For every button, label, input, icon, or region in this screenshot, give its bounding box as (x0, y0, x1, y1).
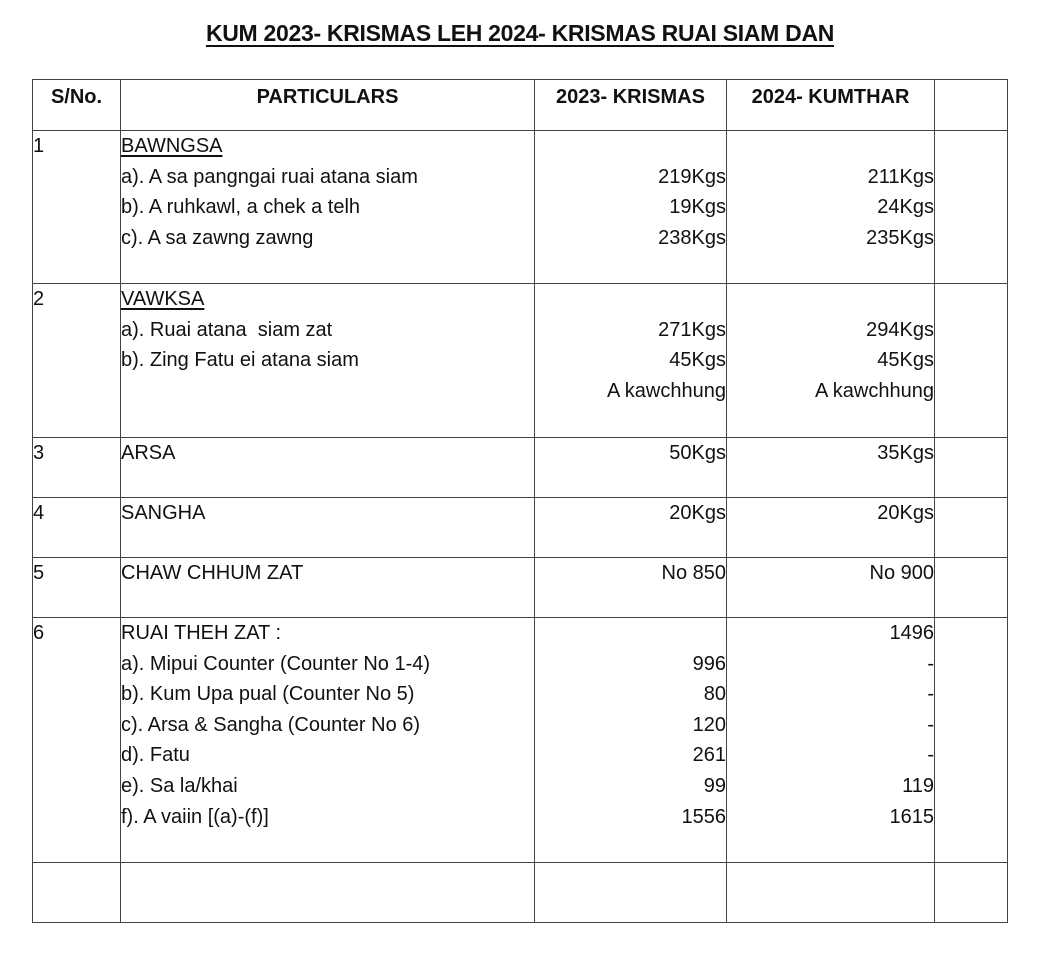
value-2023: 271Kgs (658, 318, 726, 341)
value-2023: 219Kgs (658, 165, 726, 188)
section-heading: VAWKSA (121, 288, 205, 310)
header-extra (935, 80, 1008, 131)
row-2023-values (535, 284, 727, 438)
table-row (33, 438, 1008, 498)
value-2024: - (927, 652, 934, 675)
row-particulars: ARSA (121, 438, 535, 498)
row-extra (935, 558, 1008, 618)
table-row (33, 618, 1008, 863)
row-sno: 6 (33, 618, 121, 863)
section-heading: BAWNGSA (121, 135, 223, 157)
table-row (33, 558, 1008, 618)
line-label: b). A ruhkawl, a chek a telh (121, 196, 361, 219)
row-sno: 5 (33, 558, 121, 618)
value-2023: 996 (692, 652, 726, 675)
ration-table (32, 79, 1008, 923)
line-label: e). Sa la/khai (121, 774, 238, 797)
value-2023: 238Kgs (658, 226, 726, 249)
row-2023-values (535, 131, 727, 284)
value-2023: A kawchhung (607, 379, 726, 402)
row-sno: 1 (33, 131, 121, 284)
section-heading: RUAI THEH ZAT : (121, 622, 282, 644)
row-sno: 4 (33, 498, 121, 558)
value-2024: 211Kgs (867, 165, 934, 188)
row-extra (935, 618, 1008, 863)
row-particulars (121, 131, 535, 284)
value-2024: 20Kgs (727, 498, 935, 558)
table-header-row (33, 80, 1008, 131)
row-2023-values (535, 618, 727, 863)
row-sno (33, 863, 121, 923)
value-2023: 50Kgs (535, 438, 727, 498)
value-2024: 45Kgs (877, 349, 934, 372)
value-2024: - (927, 713, 934, 736)
value-2023: 80 (703, 683, 726, 706)
row-2024-values (727, 131, 935, 284)
header-2024-kumthar: 2024- KUMTHAR (727, 80, 935, 131)
value-2024: 35Kgs (727, 438, 935, 498)
row-particulars (121, 284, 535, 438)
value-2024: - (927, 744, 934, 767)
line-label: f). A vaiin [(a)-(f)] (121, 805, 269, 828)
row-particulars (121, 863, 535, 923)
line-label: b). Kum Upa pual (Counter No 5) (121, 683, 415, 706)
table-row (33, 131, 1008, 284)
value-2024: A kawchhung (815, 379, 934, 402)
row-particulars: CHAW CHHUM ZAT (121, 558, 535, 618)
header-2023-krismas: 2023- KRISMAS (535, 80, 727, 131)
value-2023: 45Kgs (669, 349, 726, 372)
document-title: KUM 2023- KRISMAS LEH 2024- KRISMAS RUAI SIAM DAN (205, 20, 835, 46)
value-2024: No 900 (727, 558, 935, 618)
value-2023: 20Kgs (535, 498, 727, 558)
value-2023: 261 (692, 744, 726, 767)
row-extra (935, 438, 1008, 498)
table-row (33, 498, 1008, 558)
line-label: b). Zing Fatu ei atana siam (121, 349, 359, 372)
row-2024-values (727, 618, 935, 863)
value-2023: 19Kgs (669, 196, 726, 219)
row-sno: 3 (33, 438, 121, 498)
header-sno: S/No. (33, 80, 121, 131)
row-extra (935, 498, 1008, 558)
value-2023 (535, 863, 727, 923)
value-2023: No 850 (535, 558, 727, 618)
row-2024-values (727, 284, 935, 438)
value-2024: 1615 (889, 805, 934, 828)
value-2024: 119 (902, 774, 934, 797)
value-2024: 1496 (889, 622, 934, 644)
value-2023 (535, 618, 726, 649)
line-label: a). Ruai atana siam zat (121, 318, 333, 341)
value-2024: - (927, 683, 934, 706)
line-label (121, 376, 534, 407)
row-extra (935, 863, 1008, 923)
row-particulars (121, 618, 535, 863)
row-extra (935, 284, 1008, 438)
line-label: a). A sa pangngai ruai atana siam (121, 165, 418, 188)
line-label: a). Mipui Counter (Counter No 1-4) (121, 652, 431, 675)
value-2024: 235Kgs (866, 226, 934, 249)
value-2024 (727, 863, 935, 923)
row-extra (935, 131, 1008, 284)
line-label: c). A sa zawng zawng (121, 226, 314, 249)
value-2024: 294Kgs (866, 318, 934, 341)
table-row-empty (33, 863, 1008, 923)
value-2023: 99 (703, 774, 726, 797)
value-2024: 24Kgs (877, 196, 934, 219)
header-particulars: PARTICULARS (121, 80, 535, 131)
value-2023: 120 (692, 713, 726, 736)
line-label: d). Fatu (121, 744, 190, 767)
line-label: c). Arsa & Sangha (Counter No 6) (121, 713, 421, 736)
row-particulars: SANGHA (121, 498, 535, 558)
row-sno: 2 (33, 284, 121, 438)
table-row (33, 284, 1008, 438)
value-2023: 1556 (681, 805, 726, 828)
